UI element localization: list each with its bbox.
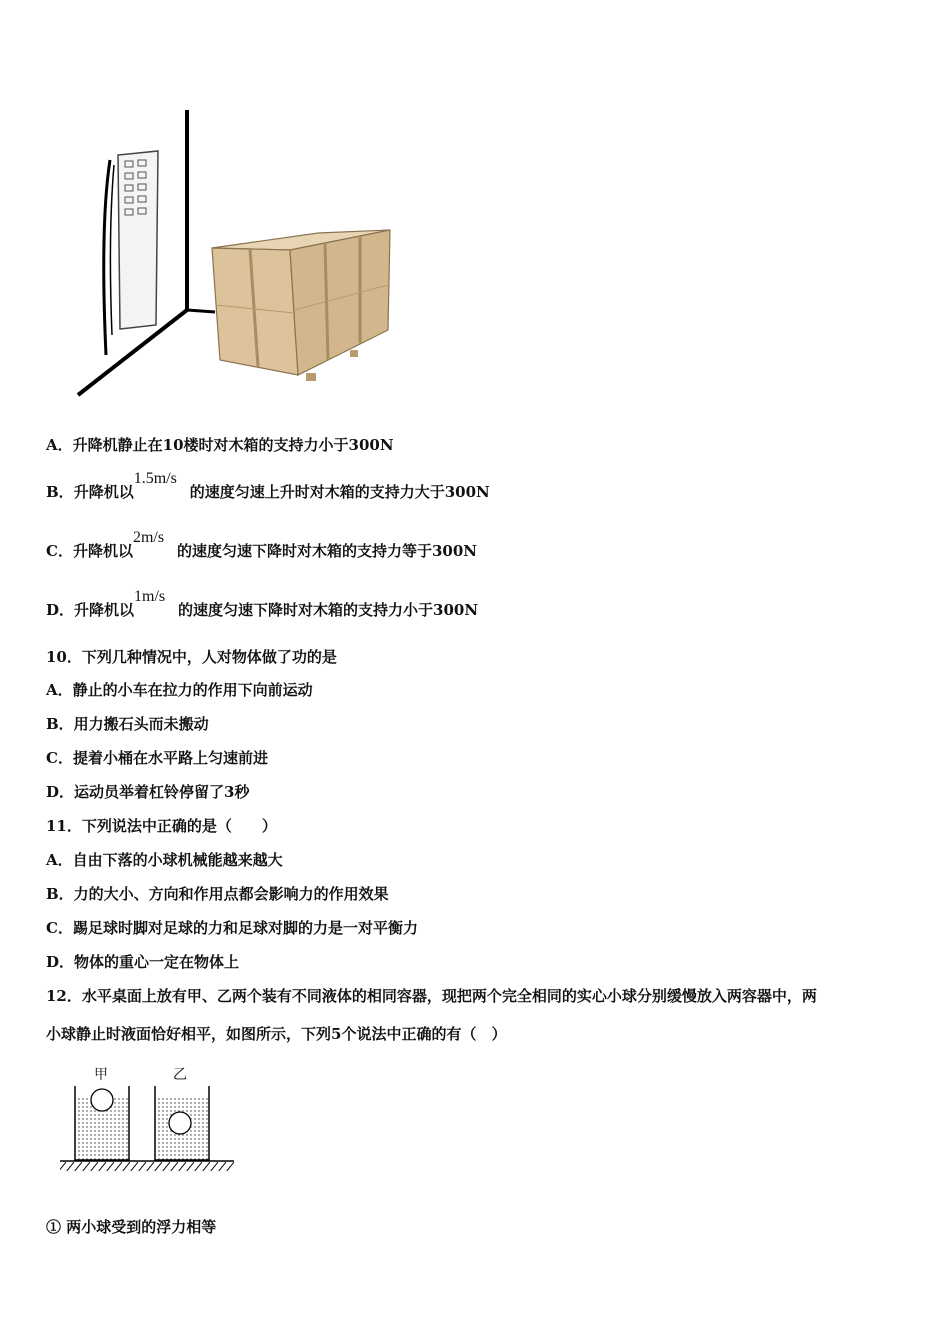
option-text-post: 的速度匀速下降时对木箱的支持力小于300N	[178, 601, 479, 619]
container-label-yi: 乙	[173, 1067, 187, 1083]
q9-option-d[interactable]	[46, 588, 479, 620]
q11-option-c[interactable]: C．踢足球时脚对足球的力和足球对脚的力是一对平衡力	[46, 919, 418, 937]
option-label: C．	[46, 542, 73, 560]
container-jia	[75, 1086, 129, 1160]
option-text: 升降机静止在10楼时对木箱的支持力小于300N	[72, 436, 394, 454]
container-yi	[155, 1086, 209, 1160]
option-text-pre: 升降机以	[73, 483, 134, 501]
option-label: D．	[46, 601, 75, 619]
q11-option-a[interactable]: A．自由下落的小球机械能越来越大	[46, 851, 283, 869]
option-label: A．	[46, 436, 73, 454]
wooden-crate	[212, 230, 390, 381]
q12-statement-1: ① 两小球受到的浮力相等	[46, 1218, 217, 1236]
option-text-pre: 升降机以	[74, 601, 135, 619]
speed-value: 1m/s	[134, 588, 166, 605]
option-text-pre: 升降机以	[72, 542, 133, 560]
option-text-post: 的速度匀速上升时对木箱的支持力大于300N	[189, 483, 490, 501]
q9-option-b[interactable]	[46, 470, 490, 502]
ball-jia	[91, 1089, 113, 1111]
option-text-post: 的速度匀速下降时对木箱的支持力等于300N	[176, 542, 477, 560]
q10-stem: 10．下列几种情况中，人对物体做了功的是	[46, 648, 337, 666]
q11-option-b[interactable]: B．力的大小、方向和作用点都会影响力的作用效果	[46, 885, 389, 903]
q10-option-c[interactable]: C．提着小桶在水平路上匀速前进	[46, 749, 268, 767]
ball-yi	[169, 1112, 191, 1134]
q12-stem-line2: 小球静止时液面恰好相平，如图所示，下列5个说法中正确的有（ ）	[46, 1025, 507, 1043]
q10-option-a[interactable]: A．静止的小车在拉力的作用下向前运动	[46, 681, 313, 699]
q10-option-b[interactable]: B．用力搬石头而未搬动	[46, 715, 209, 733]
speed-value: 1.5m/s	[133, 470, 177, 487]
speed-value: 2m/s	[132, 529, 165, 546]
containers-diagram	[58, 1062, 238, 1172]
elevator-button-panel	[104, 151, 158, 355]
q11-option-d[interactable]: D．物体的重心一定在物体上	[46, 953, 240, 971]
elevator-crate-illustration	[70, 105, 400, 400]
q9-option-a[interactable]	[46, 435, 394, 455]
q12-stem-line1: 12．水平桌面上放有甲、乙两个装有不同液体的相同容器，现把两个完全相同的实心小球分别缓慢放入两容器中，两	[46, 987, 817, 1005]
q10-option-d[interactable]: D．运动员举着杠铃停留了3秒	[46, 783, 250, 801]
container-label-jia: 甲	[94, 1067, 108, 1083]
q9-option-c[interactable]	[46, 529, 477, 561]
option-label: B．	[46, 483, 74, 501]
q11-stem: 11．下列说法中正确的是（ ）	[46, 817, 277, 835]
